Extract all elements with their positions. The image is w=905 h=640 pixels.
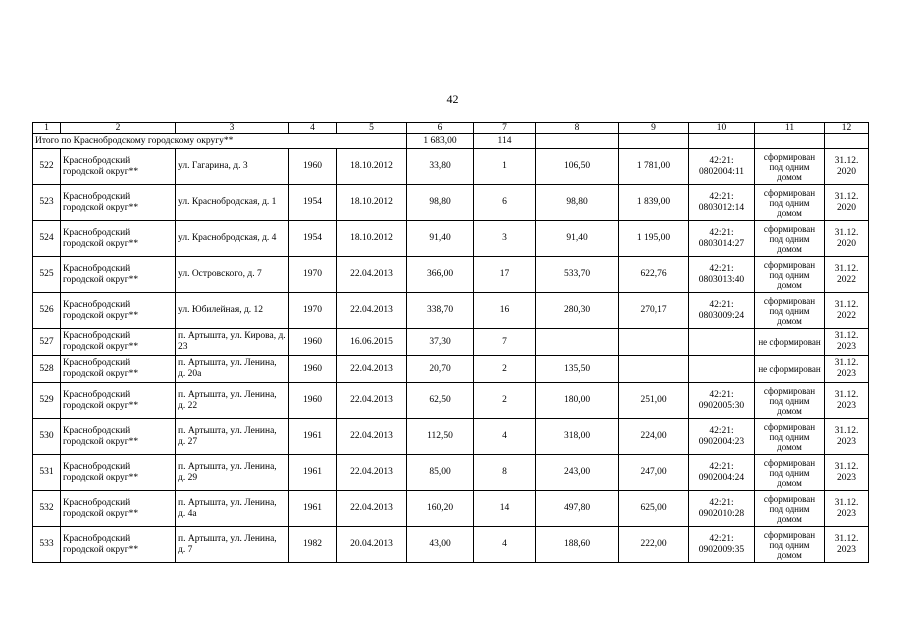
page-number: 42 [446,92,459,106]
table-row [33,149,869,185]
cadastral-number-cell: 42:21: 0902009:35 [689,527,755,563]
land-status-cell: не сформирован [755,329,825,356]
row-number: 523 [33,185,61,221]
address-cell: ул. Краснобродская, д. 4 [176,221,289,257]
table-row [33,527,869,563]
residents-cell: 4 [474,527,536,563]
area-cell: 338,70 [407,293,474,329]
residents-cell: 2 [474,356,536,383]
land-status-cell: сформирован под одним домом [755,149,825,185]
land-area-cell: 135,50 [536,356,619,383]
date-cell: 18.10.2012 [337,221,407,257]
residents-cell: 6 [474,185,536,221]
deadline-cell: 31.12. 2020 [825,185,869,221]
column-number: 2 [61,123,176,134]
residents-cell: 1 [474,149,536,185]
area-cell: 85,00 [407,455,474,491]
district-cell: Краснобродский городской округ** [61,491,176,527]
cost-cell: 222,00 [619,527,689,563]
cadastral-number-cell [689,329,755,356]
column-number: 9 [619,123,689,134]
date-cell: 22.04.2013 [337,383,407,419]
area-cell: 366,00 [407,257,474,293]
row-number: 533 [33,527,61,563]
land-status-cell: не сформирован [755,356,825,383]
land-status-cell: сформирован под одним домом [755,491,825,527]
deadline-cell: 31.12. 2023 [825,419,869,455]
cost-cell: 247,00 [619,455,689,491]
table-row [33,329,869,356]
land-status-cell: сформирован под одним домом [755,293,825,329]
table-row [33,356,869,383]
residents-cell: 3 [474,221,536,257]
land-area-cell: 106,50 [536,149,619,185]
district-cell: Краснобродский городской округ** [61,257,176,293]
date-cell: 18.10.2012 [337,149,407,185]
residents-cell: 17 [474,257,536,293]
row-number: 525 [33,257,61,293]
address-cell: п. Артышта, ул. Ленина, д. 22 [176,383,289,419]
land-status-cell: сформирован под одним домом [755,221,825,257]
land-area-cell: 497,80 [536,491,619,527]
column-number: 11 [755,123,825,134]
table-row [33,293,869,329]
district-cell: Краснобродский городской округ** [61,329,176,356]
row-number: 522 [33,149,61,185]
year-cell: 1954 [289,221,337,257]
cost-cell: 251,00 [619,383,689,419]
column-number-row [33,123,869,134]
total-count: 114 [474,134,536,149]
land-area-cell: 243,00 [536,455,619,491]
table-row [33,383,869,419]
cost-cell: 622,76 [619,257,689,293]
column-number: 1 [33,123,61,134]
deadline-cell: 31.12. 2023 [825,491,869,527]
cadastral-number-cell: 42:21: 0803014:27 [689,221,755,257]
date-cell: 22.04.2013 [337,491,407,527]
column-number: 4 [289,123,337,134]
land-status-cell: сформирован под одним домом [755,383,825,419]
deadline-cell: 31.12. 2023 [825,383,869,419]
column-number: 8 [536,123,619,134]
column-number: 12 [825,123,869,134]
table-row [33,419,869,455]
residents-cell: 8 [474,455,536,491]
area-cell: 43,00 [407,527,474,563]
deadline-cell: 31.12. 2023 [825,455,869,491]
row-number: 524 [33,221,61,257]
district-cell: Краснобродский городской округ** [61,221,176,257]
date-cell: 22.04.2013 [337,257,407,293]
deadline-cell: 31.12. 2023 [825,329,869,356]
row-number: 528 [33,356,61,383]
address-cell: ул. Юбилейная, д. 12 [176,293,289,329]
row-number: 529 [33,383,61,419]
table-row [33,257,869,293]
land-status-cell: сформирован под одним домом [755,185,825,221]
year-cell: 1970 [289,293,337,329]
district-cell: Краснобродский городской округ** [61,356,176,383]
cadastral-number-cell: 42:21: 0803012:14 [689,185,755,221]
cadastral-number-cell: 42:21: 0803009:24 [689,293,755,329]
area-cell: 91,40 [407,221,474,257]
cadastral-number-cell: 42:21: 0902010:28 [689,491,755,527]
district-cell: Краснобродский городской округ** [61,419,176,455]
land-status-cell: сформирован под одним домом [755,455,825,491]
year-cell: 1961 [289,455,337,491]
land-area-cell [536,329,619,356]
area-cell: 37,30 [407,329,474,356]
year-cell: 1954 [289,185,337,221]
cadastral-number-cell: 42:21: 0902004:24 [689,455,755,491]
address-cell: п. Артышта, ул. Ленина, д. 7 [176,527,289,563]
cost-cell [619,329,689,356]
total-label: Итого по Краснобродскому городскому округу** [33,134,407,149]
table-row [33,455,869,491]
date-cell: 18.10.2012 [337,185,407,221]
total-row [33,134,869,149]
area-cell: 98,80 [407,185,474,221]
year-cell: 1960 [289,356,337,383]
date-cell: 22.04.2013 [337,293,407,329]
land-area-cell: 91,40 [536,221,619,257]
empty-cell [536,134,619,149]
land-area-cell: 98,80 [536,185,619,221]
row-number: 526 [33,293,61,329]
residents-cell: 4 [474,419,536,455]
empty-cell [689,134,755,149]
table-row [33,185,869,221]
address-cell: п. Артышта, ул. Ленина, д. 29 [176,455,289,491]
year-cell: 1970 [289,257,337,293]
column-number: 7 [474,123,536,134]
area-cell: 20,70 [407,356,474,383]
year-cell: 1961 [289,491,337,527]
cost-cell: 1 781,00 [619,149,689,185]
column-number: 6 [407,123,474,134]
residents-cell: 16 [474,293,536,329]
land-area-cell: 533,70 [536,257,619,293]
cost-cell: 270,17 [619,293,689,329]
land-status-cell: сформирован под одним домом [755,527,825,563]
address-cell: ул. Краснобродская, д. 1 [176,185,289,221]
land-status-cell: сформирован под одним домом [755,419,825,455]
deadline-cell: 31.12. 2023 [825,356,869,383]
table-row [33,491,869,527]
address-cell: п. Артышта, ул. Кирова, д. 23 [176,329,289,356]
date-cell: 20.04.2013 [337,527,407,563]
area-cell: 33,80 [407,149,474,185]
row-number: 527 [33,329,61,356]
cost-cell: 1 195,00 [619,221,689,257]
district-cell: Краснобродский городской округ** [61,383,176,419]
address-cell: п. Артышта, ул. Ленина, д. 20а [176,356,289,383]
row-number: 532 [33,491,61,527]
empty-cell [755,134,825,149]
district-cell: Краснобродский городской округ** [61,527,176,563]
land-area-cell: 188,60 [536,527,619,563]
residents-cell: 2 [474,383,536,419]
table-row [33,221,869,257]
residents-cell: 14 [474,491,536,527]
column-number: 10 [689,123,755,134]
empty-cell [619,134,689,149]
deadline-cell: 31.12. 2022 [825,293,869,329]
empty-cell [825,134,869,149]
cost-cell: 224,00 [619,419,689,455]
housing-register-table [32,122,869,563]
date-cell: 22.04.2013 [337,455,407,491]
year-cell: 1960 [289,383,337,419]
cadastral-number-cell: 42:21: 0902004:23 [689,419,755,455]
area-cell: 62,50 [407,383,474,419]
land-area-cell: 180,00 [536,383,619,419]
district-cell: Краснобродский городской округ** [61,293,176,329]
deadline-cell: 31.12. 2023 [825,527,869,563]
cost-cell [619,356,689,383]
row-number: 530 [33,419,61,455]
year-cell: 1961 [289,419,337,455]
date-cell: 22.04.2013 [337,419,407,455]
district-cell: Краснобродский городской округ** [61,185,176,221]
area-cell: 160,20 [407,491,474,527]
cost-cell: 1 839,00 [619,185,689,221]
address-cell: ул. Гагарина, д. 3 [176,149,289,185]
address-cell: ул. Островского, д. 7 [176,257,289,293]
district-cell: Краснобродский городской округ** [61,455,176,491]
cadastral-number-cell: 42:21: 0902005:30 [689,383,755,419]
land-area-cell: 318,00 [536,419,619,455]
year-cell: 1960 [289,149,337,185]
address-cell: п. Артышта, ул. Ленина, д. 27 [176,419,289,455]
deadline-cell: 31.12. 2020 [825,149,869,185]
land-area-cell: 280,30 [536,293,619,329]
year-cell: 1982 [289,527,337,563]
district-cell: Краснобродский городской округ** [61,149,176,185]
table-body [33,123,869,563]
date-cell: 22.04.2013 [337,356,407,383]
cost-cell: 625,00 [619,491,689,527]
residents-cell: 7 [474,329,536,356]
year-cell: 1960 [289,329,337,356]
cadastral-number-cell: 42:21: 0802004:11 [689,149,755,185]
area-cell: 112,50 [407,419,474,455]
date-cell: 16.06.2015 [337,329,407,356]
row-number: 531 [33,455,61,491]
total-area: 1 683,00 [407,134,474,149]
deadline-cell: 31.12. 2020 [825,221,869,257]
land-status-cell: сформирован под одним домом [755,257,825,293]
deadline-cell: 31.12. 2022 [825,257,869,293]
address-cell: п. Артышта, ул. Ленина, д. 4а [176,491,289,527]
cadastral-number-cell [689,356,755,383]
column-number: 3 [176,123,289,134]
column-number: 5 [337,123,407,134]
cadastral-number-cell: 42:21: 0803013:40 [689,257,755,293]
